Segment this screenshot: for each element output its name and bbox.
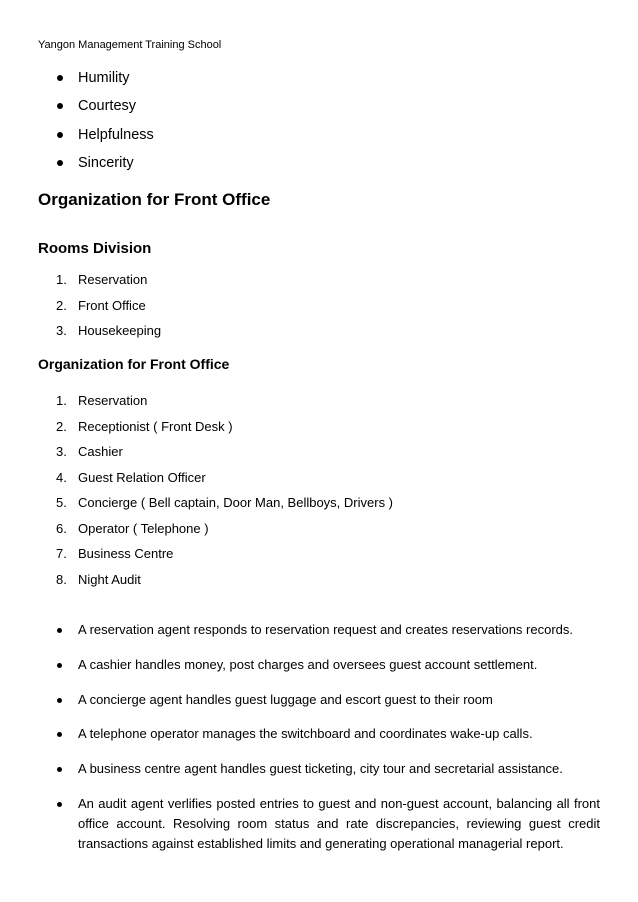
list-item-text: Reservation	[78, 393, 148, 408]
list-item-text: Reservation	[78, 272, 148, 287]
list-number: 3.	[56, 323, 67, 338]
bullet-icon	[57, 802, 62, 807]
list-item-text: Humility	[78, 70, 130, 86]
list-item	[38, 66, 154, 94]
list-item-text: Night Audit	[78, 571, 141, 587]
list-item	[38, 759, 600, 779]
list-item-text: Guest Relation Officer	[78, 469, 206, 485]
list-item-text: An audit agent verlifies posted entries to guest and non-guest account, balancing all front office account. Resolving room status and rate discrepancies, reviewing guest credit transactions against established limits and generating operational managerial report.	[78, 795, 600, 851]
list-item	[38, 519, 393, 545]
list-item	[38, 321, 161, 347]
list-item	[38, 620, 600, 640]
rooms-division-list	[38, 270, 161, 347]
list-item-text: Sincerity	[78, 154, 134, 171]
list-number: 6.	[56, 520, 67, 536]
list-number: 2.	[56, 418, 67, 434]
bullet-icon	[57, 628, 62, 633]
list-item-text: Operator ( Telephone )	[78, 520, 209, 536]
bullet-icon	[57, 767, 62, 772]
list-item-text: A cashier handles money, post charges and oversees guest account settlement.	[78, 656, 538, 672]
section-heading: Organization for Front Office	[38, 190, 271, 209]
qualities-list	[38, 66, 154, 179]
list-item	[38, 151, 154, 179]
list-item	[38, 123, 154, 151]
bullet-icon	[57, 132, 63, 138]
bullet-icon	[57, 160, 63, 166]
bullet-icon	[57, 103, 63, 109]
list-item	[38, 391, 393, 417]
list-item-text: A telephone operator manages the switchboard and coordinates wake-up calls.	[78, 726, 533, 742]
front-office-list	[38, 391, 393, 595]
list-item	[38, 690, 600, 710]
bullet-icon	[57, 732, 62, 737]
list-item	[38, 570, 393, 596]
bullet-icon	[57, 698, 62, 703]
list-item	[38, 794, 600, 854]
list-item-text: A concierge agent handles guest luggage and escort guest to their room	[78, 691, 493, 707]
list-item-text: A business centre agent handles guest ticketing, city tour and secretarial assistance.	[78, 761, 563, 777]
list-item	[38, 655, 600, 675]
list-item-text: Housekeeping	[78, 323, 162, 338]
list-item	[38, 468, 393, 494]
list-item	[38, 544, 393, 570]
list-item-text: Front Office	[78, 297, 146, 313]
list-item-text: Helpfulness	[78, 126, 154, 143]
list-item-text: A reservation agent responds to reservation request and creates reservations records.	[78, 622, 573, 637]
list-item-text: Cashier	[78, 444, 123, 459]
list-item-text: Business Centre	[78, 546, 174, 561]
list-number: 4.	[56, 469, 67, 485]
list-number: 8.	[56, 571, 67, 587]
bullet-icon	[57, 663, 62, 668]
list-item	[38, 493, 393, 519]
list-number: 3.	[56, 444, 67, 459]
list-item-text: Courtesy	[78, 98, 137, 115]
bullet-icon	[57, 75, 63, 81]
front-office-heading: Organization for Front Office	[38, 356, 230, 372]
list-number: 5.	[56, 495, 67, 510]
list-item-text: Receptionist ( Front Desk )	[78, 418, 233, 434]
list-number: 2.	[56, 297, 67, 313]
list-item	[38, 417, 393, 443]
list-item	[38, 296, 161, 322]
list-item	[38, 724, 600, 744]
list-item	[38, 442, 393, 468]
list-item	[38, 270, 161, 296]
rooms-division-heading: Rooms Division	[38, 240, 152, 257]
list-item-text: Concierge ( Bell captain, Door Man, Bellboys, Drivers )	[78, 495, 394, 510]
page-header: Yangon Management Training School	[38, 39, 222, 51]
list-number: 1.	[56, 393, 67, 408]
list-item	[38, 94, 154, 122]
list-number: 1.	[56, 272, 67, 287]
duties-list	[38, 620, 600, 869]
list-number: 7.	[56, 546, 67, 561]
